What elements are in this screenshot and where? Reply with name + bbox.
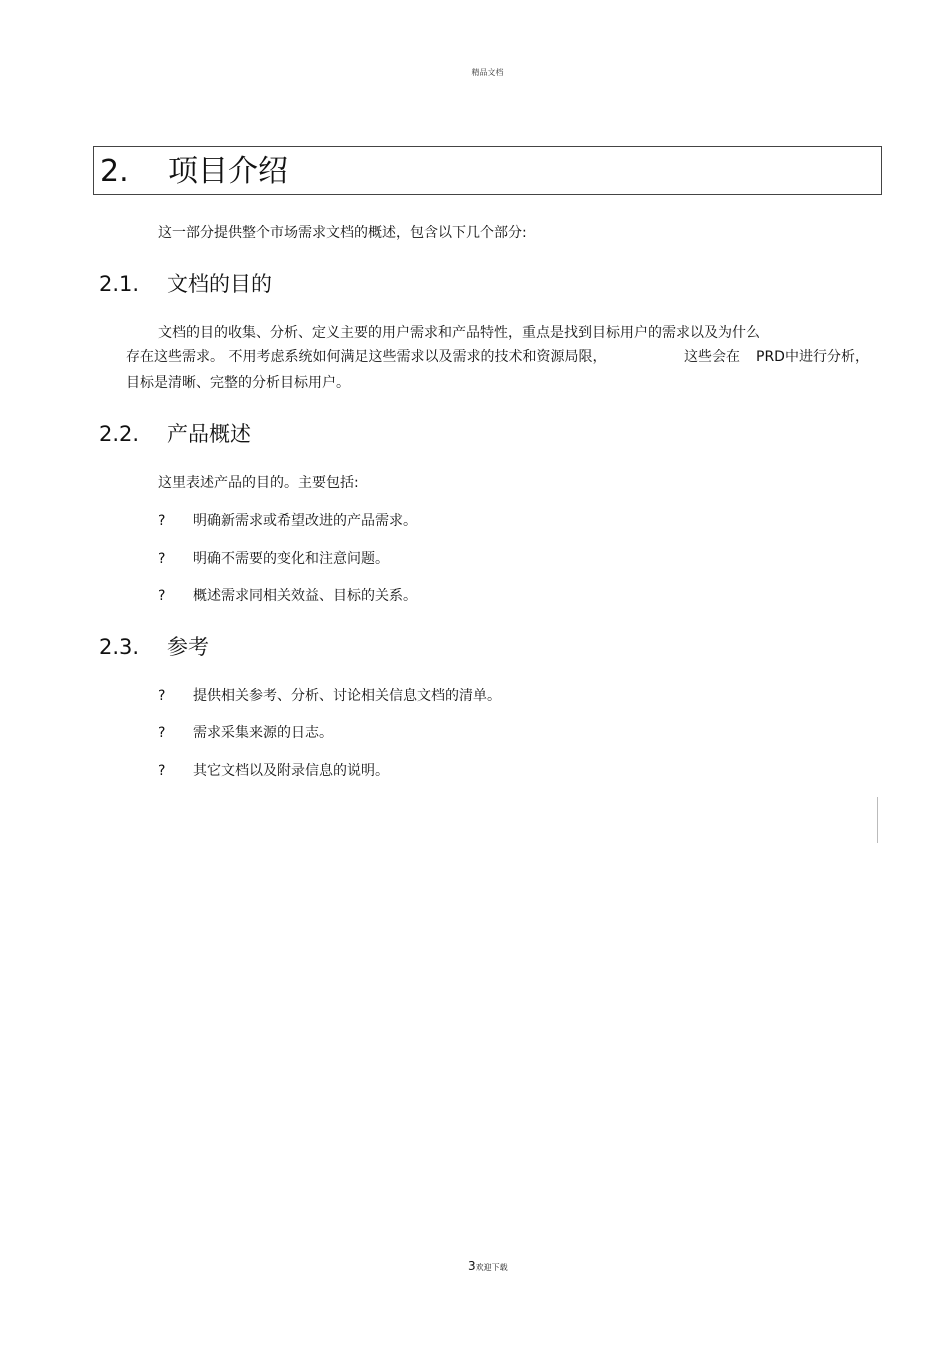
section-heading-box	[93, 146, 882, 195]
section-intro: 这一部分提供整个市场需求文档的概述，包含以下几个部分:	[158, 225, 527, 241]
list-item	[158, 724, 333, 742]
subsection-title: 产品概述	[167, 422, 251, 446]
list-item	[158, 687, 501, 705]
subsection-heading-2-1	[99, 271, 272, 297]
list-item-text: 需求采集来源的日志。	[193, 725, 333, 741]
paragraph-line-2b: 这些会在	[684, 349, 740, 365]
paragraph-line-3: 目标是清晰、完整的分析目标用户。	[126, 375, 350, 391]
margin-line	[877, 797, 878, 843]
bullet-mark: ?	[158, 513, 166, 529]
subsection-intro: 这里表述产品的目的。主要包括:	[158, 475, 359, 491]
subsection-heading-2-2	[99, 421, 251, 447]
list-item	[158, 587, 417, 605]
section-number: 2.	[100, 154, 129, 189]
list-item-text: 提供相关参考、分析、讨论相关信息文档的清单。	[193, 688, 501, 704]
page-footer	[468, 1259, 508, 1273]
bullet-mark: ?	[158, 588, 166, 604]
bullet-mark: ?	[158, 763, 166, 779]
subsection-number: 2.2.	[99, 422, 140, 446]
footer-text: 欢迎下载	[475, 1263, 508, 1272]
section-title: 项目介绍	[168, 154, 288, 189]
list-item-text: 其它文档以及附录信息的说明。	[193, 763, 389, 779]
paragraph-line-1: 文档的目的收集、分析、定义主要的用户需求和产品特性，重点是找到目标用户的需求以及为什么	[158, 325, 760, 341]
list-item-text: 明确新需求或希望改进的产品需求。	[193, 513, 417, 529]
bullet-mark: ?	[158, 551, 166, 567]
subsection-title: 参考	[167, 635, 209, 659]
list-item	[158, 550, 389, 568]
subsection-title: 文档的目的	[167, 272, 272, 296]
page-number: 3	[468, 1259, 476, 1273]
bullet-mark: ?	[158, 725, 166, 741]
paragraph-line-2: 存在这些需求。 不用考虑系统如何满足这些需求以及需求的技术和资源局限，	[126, 349, 607, 365]
subsection-number: 2.1.	[99, 272, 140, 296]
bullet-mark: ?	[158, 688, 166, 704]
list-item	[158, 512, 417, 530]
header-note: 精品文档	[471, 68, 504, 77]
subsection-number: 2.3.	[99, 635, 140, 659]
list-item-text: 明确不需要的变化和注意问题。	[193, 551, 389, 567]
list-item	[158, 762, 389, 780]
subsection-heading-2-3	[99, 634, 209, 660]
list-item-text: 概述需求同相关效益、目标的关系。	[193, 588, 417, 604]
paragraph-line-2c: PRD中进行分析，	[756, 349, 869, 365]
